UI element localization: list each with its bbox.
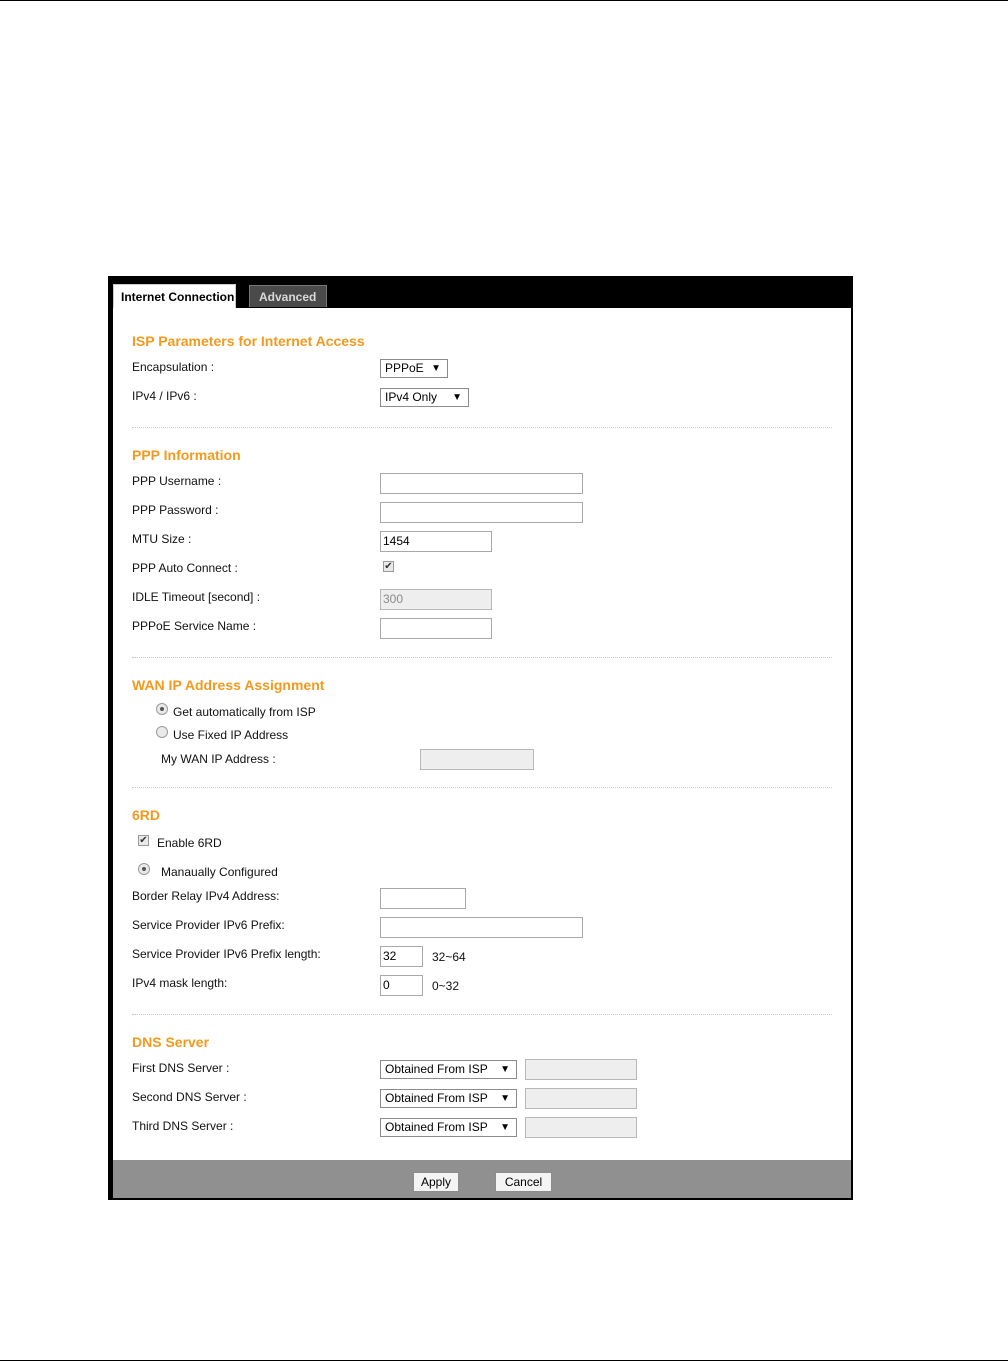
settings-window (108, 276, 853, 1200)
second-dns-select[interactable] (380, 1089, 517, 1108)
my-wan-ip-label: My WAN IP Address : (161, 752, 276, 766)
ipv6-prefix-label: Service Provider IPv6 Prefix: (132, 918, 285, 932)
chevron-down-icon: ▼ (500, 1064, 510, 1075)
chevron-down-icon: ▼ (500, 1093, 510, 1104)
cancel-button[interactable]: Cancel (495, 1172, 552, 1192)
first-dns-value: Obtained From ISP (385, 1062, 488, 1076)
enable-6rd-checkbox[interactable] (138, 835, 149, 846)
first-dns-select[interactable] (380, 1060, 517, 1079)
manually-configured-radio[interactable] (138, 863, 150, 875)
tab-bar (109, 277, 852, 308)
ipv4-mask-length-input[interactable]: 0 (380, 975, 423, 996)
enable-6rd-label: Enable 6RD (157, 836, 222, 850)
ppp-auto-connect-checkbox[interactable] (383, 561, 394, 572)
third-dns-input (525, 1117, 637, 1138)
checkmark-icon: ✔ (139, 835, 148, 846)
settings-panel (113, 308, 851, 1160)
ppp-section-title: PPP Information (132, 447, 241, 463)
chevron-down-icon: ▼ (431, 363, 441, 374)
idle-timeout-label: IDLE Timeout [second] : (132, 590, 261, 604)
encapsulation-label: Encapsulation : (132, 360, 215, 374)
ipv6-prefix-length-input[interactable]: 32 (380, 946, 423, 967)
pppoe-service-name-label: PPPoE Service Name : (132, 619, 257, 633)
ppp-password-input[interactable] (380, 502, 583, 523)
ipv6-prefix-length-label: Service Provider IPv6 Prefix length: (132, 947, 321, 961)
third-dns-select[interactable] (380, 1118, 517, 1137)
ppp-username-input[interactable] (380, 473, 583, 494)
idle-timeout-input: 300 (380, 589, 492, 610)
wan-auto-label: Get automatically from ISP (173, 705, 316, 719)
encapsulation-value: PPPoE (385, 361, 424, 375)
ip-version-label: IPv4 / IPv6 : (132, 389, 197, 403)
section-divider (132, 657, 832, 658)
mtu-size-input[interactable]: 1454 (380, 531, 492, 552)
section-divider (132, 427, 832, 428)
border-relay-input[interactable] (380, 888, 466, 909)
chevron-down-icon: ▼ (500, 1122, 510, 1133)
ipv6-prefix-length-range: 32~64 (432, 950, 466, 964)
second-dns-label: Second DNS Server : (132, 1090, 247, 1104)
chevron-down-icon: ▼ (452, 392, 462, 403)
mtu-size-label: MTU Size : (132, 532, 192, 546)
second-dns-input (525, 1088, 637, 1109)
ppp-password-label: PPP Password : (132, 503, 219, 517)
second-dns-value: Obtained From ISP (385, 1091, 488, 1105)
apply-button[interactable]: Apply (413, 1172, 459, 1192)
ipv4-mask-length-label: IPv4 mask length: (132, 976, 228, 990)
wan-auto-radio[interactable] (156, 703, 168, 715)
checkmark-icon: ✔ (384, 561, 393, 572)
my-wan-ip-input (420, 749, 534, 770)
manually-configured-label: Manaually Configured (161, 865, 278, 879)
section-divider (132, 787, 832, 788)
ipv4-mask-length-range: 0~32 (432, 979, 460, 993)
encapsulation-select[interactable] (380, 359, 448, 378)
bottom-page-rule (0, 1360, 1008, 1361)
first-dns-input (525, 1059, 637, 1080)
section-divider (132, 1014, 832, 1015)
ip-version-select[interactable] (380, 388, 469, 407)
ppp-username-label: PPP Username : (132, 474, 222, 488)
ipv6-prefix-input[interactable] (380, 917, 583, 938)
top-page-rule (0, 0, 1008, 1)
wan-fixed-label: Use Fixed IP Address (173, 728, 289, 742)
border-relay-label: Border Relay IPv4 Address: (132, 889, 280, 903)
isp-section-title: ISP Parameters for Internet Access (132, 333, 365, 349)
button-bar (113, 1160, 851, 1198)
ip-version-value: IPv4 Only (385, 390, 438, 404)
wan-fixed-radio[interactable] (156, 726, 168, 738)
tab-internet-connection[interactable]: Internet Connection (113, 284, 236, 308)
dns-section-title: DNS Server (132, 1034, 210, 1050)
ppp-auto-connect-label: PPP Auto Connect : (132, 561, 238, 575)
first-dns-label: First DNS Server : (132, 1061, 230, 1075)
third-dns-value: Obtained From ISP (385, 1120, 488, 1134)
tab-advanced[interactable]: Advanced (249, 285, 327, 307)
third-dns-label: Third DNS Server : (132, 1119, 234, 1133)
sixrd-section-title: 6RD (132, 807, 161, 823)
pppoe-service-name-input[interactable] (380, 618, 492, 639)
wan-section-title: WAN IP Address Assignment (132, 677, 325, 693)
